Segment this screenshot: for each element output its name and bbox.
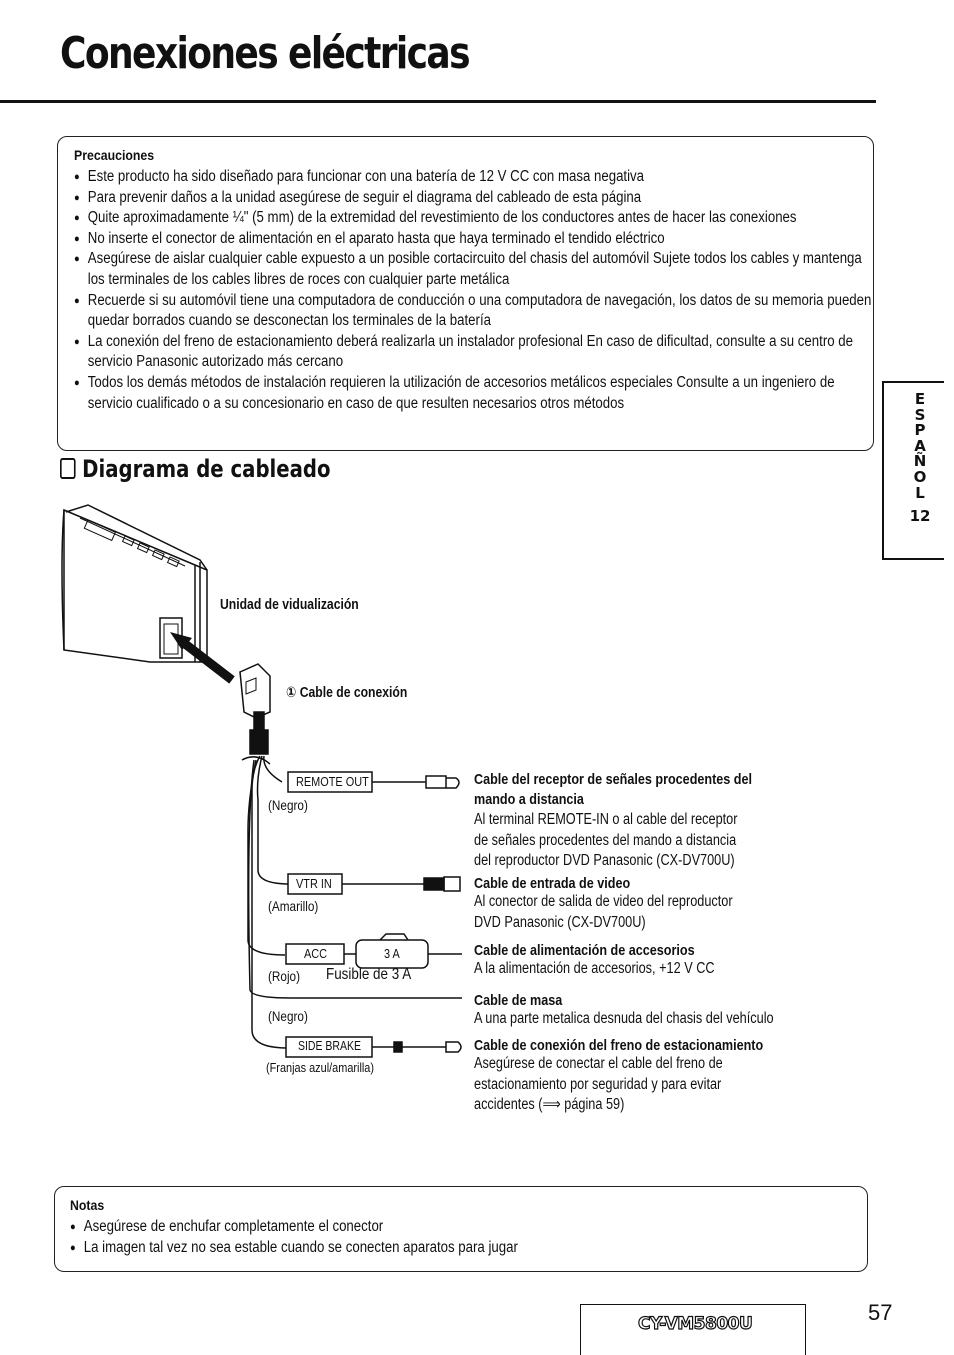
unit-label: Unidad de vidualización [220,597,359,613]
desc-video [474,875,789,933]
precaution-item: ● Asegúrese de aislar cualquier cable expuesto a un posible cortacircuito del chasis del automóvil Sujete todos los cables y mantenga los terminales de los cables libres de roces con cualquier parte metálica [74,249,874,290]
notes-list-wrap [70,1217,954,1258]
desc-line: Asegúrese de conectar el cable del freno de [474,1055,723,1072]
desc-line: de señales procedentes del mando a distancia [474,831,737,849]
model-name: CY-VM5800U [638,1314,753,1334]
connector-tag-side-brake: SIDE BRAKE [298,1039,362,1053]
desc-title: Cable de alimentación de accesorios [474,942,695,959]
cable-label: ① Cable de conexión [286,685,408,701]
tab-letter: S [914,405,926,424]
connector-color-acc: (Rojo) [268,968,301,984]
connector-color-side-brake: (Franjas azul/amarilla) [266,1060,375,1075]
desc-line: A la alimentación de accesorios, +12 V CC [474,960,715,977]
page-number: 57 [868,1300,893,1325]
precaution-item: ● No inserte el conector de alimentación en el aparato hasta que haya terminado el tendido eléctrico [74,229,874,250]
section-title-text: Diagrama de cableado [82,455,331,483]
precautions-title: Precauciones [74,147,155,163]
precaution-item: ● Todos los demás métodos de instalación requieren la utilización de accesorios metálicos especiales Consulte a un ingeniero de servicio cualificado o a su concesionario en caso de que resulten necesarios otros métodos [74,373,874,414]
desc-line: Al terminal REMOTE-IN o al cable del receptor [474,811,738,828]
desc-line: Al conector de salida de video del reproductor [474,893,733,910]
precaution-item: ● Este producto ha sido diseñado para funcionar con una batería de 12 V CC con masa negativa [74,167,874,188]
connector-color-remote-out: (Negro) [268,797,308,813]
note-item: ● La imagen tal vez no sea estable cuando se conecten aparatos para jugar [70,1238,844,1259]
precaution-item: ● Recuerde si su automóvil tiene una computadora de conducción o una computadora de navegación, los datos de su memoria pueden quedar borrados cuando se desconectan los terminales de la batería [74,291,874,332]
desc-brake [474,1037,818,1116]
notes-list [70,1217,844,1258]
desc-line: A una parte metalica desnuda del chasis del vehículo [474,1010,774,1027]
connector-plug-illustration [240,664,270,754]
desc-line: DVD Panasonic (CX-DV700U) [474,913,646,931]
tab-letter: A [914,436,926,455]
desc-title: Cable del receptor de señales procedentes del mando a distancia [474,771,753,808]
desc-line: estacionamiento por seguridad y para evitar [474,1075,722,1093]
page-title: Conexiones eléctricas [60,28,469,79]
precaution-item: ● Para prevenir daños a la unidad asegúrese de seguir el diagrama del cableado de esta página [74,188,874,209]
desc-title: Cable de entrada de video [474,875,631,892]
tab-letter: E [914,390,926,408]
note-item: ● Asegúrese de enchufar completamente el conector [70,1217,844,1238]
desc-acc [474,942,767,980]
precaution-item: ● Quite aproximadamente ¼" (5 mm) de la extremidad del revestimiento de los conductores antes de hacer las conexiones [74,208,874,229]
notes-title: Notas [70,1197,105,1213]
fuse-label: Fusible de 3 A [326,966,412,983]
desc-title: Cable de masa [474,992,563,1009]
connector-color-vtr-in: (Amarillo) [268,898,319,914]
connector-tag-vtr-in: VTR IN [296,876,332,891]
tab-number: 12 [909,507,931,526]
desc-line: del reproductor DVD Panasonic (CX-DV700U) [474,852,735,869]
connector-tag-remote-out: REMOTE OUT [296,774,369,789]
precaution-item: ● La conexión del freno de estacionamiento deberá realizarla un instalador profesional En caso de dificultad, consulte a su centro de servicio Panasonic autorizado más cercano [74,332,874,373]
connector-tag-acc: ACC [304,946,328,961]
tab-letter: P [914,421,926,440]
tab-letter: O [913,467,927,486]
connector-color-ground: (Negro) [268,1008,308,1024]
tab-letter: L [915,483,925,502]
desc-ground [474,992,839,1030]
desc-remote [474,770,894,872]
tab-letter: Ñ [913,452,927,471]
desc-title: Cable de conexión del freno de estacionamiento [474,1037,764,1054]
fuse-tag: 3 A [384,946,400,961]
desc-line: accidentes (⟹ página 59) [474,1096,625,1113]
